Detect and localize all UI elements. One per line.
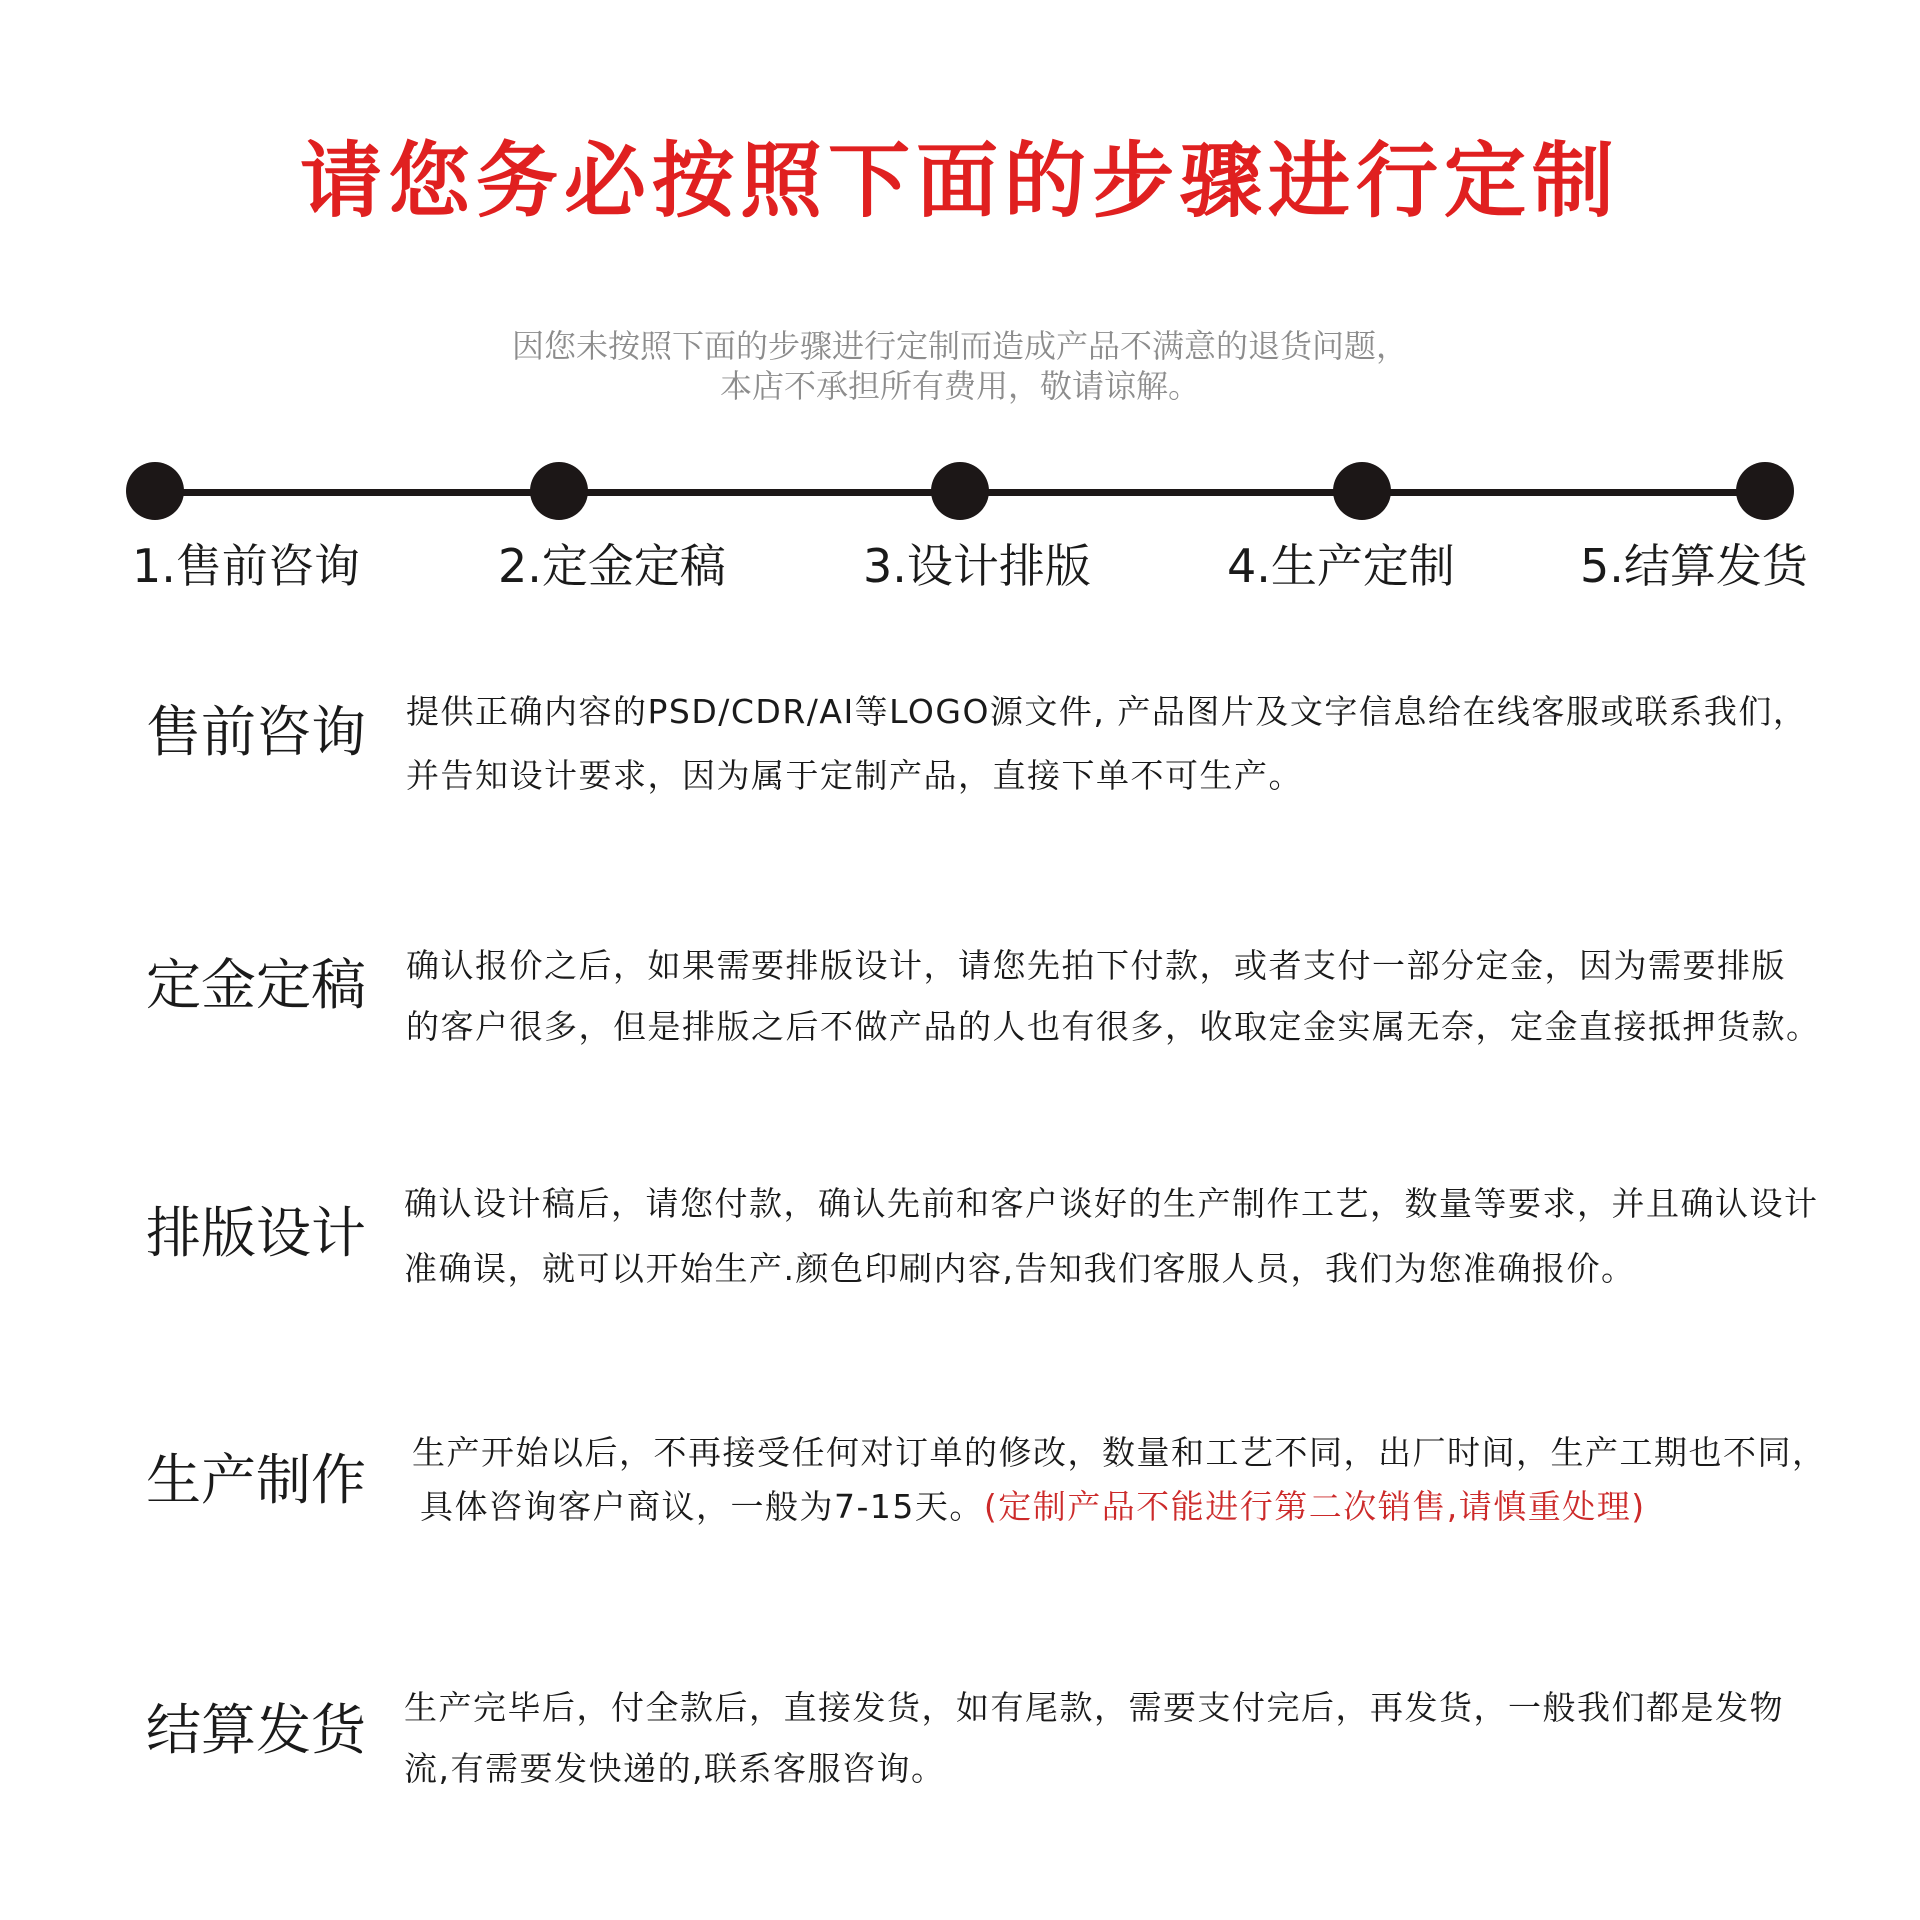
section-text-line: 确认设计稿后，请您付款，确认先前和客户谈好的生产制作工艺，数量等要求，并且确认设计	[404, 1184, 1819, 1223]
section-title: 定金定稿	[146, 953, 367, 1017]
warning-text: (定制产品不能进行第二次销售,请慎重处理)	[983, 1487, 1646, 1526]
timeline-dot-5	[1736, 462, 1794, 520]
timeline-dot-2	[530, 462, 588, 520]
section-text-line: 流,有需要发快递的,联系客服咨询。	[404, 1749, 946, 1788]
section-text-line	[420, 1487, 1646, 1527]
timeline-dot-4	[1333, 462, 1391, 520]
section-text-line: 确认报价之后，如果需要排版设计，请您先拍下付款，或者支付一部分定金，因为需要排版	[406, 946, 1786, 985]
step-label-4: 4.生产定制	[1227, 539, 1455, 593]
step-label-3: 3.设计排版	[863, 539, 1091, 593]
notice-line-1: 因您未按照下面的步骤进行定制而造成产品不满意的退货问题，	[511, 327, 1408, 365]
notice-line-2: 本店不承担所有费用，敬请谅解。	[719, 367, 1200, 405]
step-label-2: 2.定金定稿	[498, 539, 726, 593]
section-text-line: 的客户很多，但是排版之后不做产品的人也有很多，收取定金实属无奈，定金直接抵押货款。	[406, 1007, 1821, 1046]
step-label-5: 5.结算发货	[1580, 539, 1808, 593]
section-title: 结算发货	[146, 1698, 367, 1762]
timeline-dot-1	[126, 462, 184, 520]
section-title: 排版设计	[146, 1201, 367, 1265]
section-text-line: 生产完毕后，付全款后，直接发货，如有尾款，需要支付完后，再发货，一般我们都是发物	[404, 1688, 1784, 1727]
section-text-line: 提供正确内容的PSD/CDR/AI等LOGO源文件, 产品图片及文字信息给在线客服或联系我们，	[406, 692, 1808, 731]
section-title: 售前咨询	[146, 700, 367, 764]
section-title: 生产制作	[146, 1448, 367, 1512]
section-text-line: 生产开始以后，不再接受任何对订单的修改，数量和工艺不同，出厂时间，生产工期也不同，	[412, 1433, 1827, 1472]
section-text: 具体咨询客户商议，一般为7-15天。	[420, 1487, 984, 1526]
timeline-dot-3	[931, 462, 989, 520]
step-label-1: 1.售前咨询	[132, 539, 360, 593]
section-text-line: 准确误，就可以开始生产.颜色印刷内容,告知我们客服人员，我们为您准确报价。	[404, 1249, 1636, 1288]
section-text-line: 并告知设计要求，因为属于定制产品，直接下单不可生产。	[406, 756, 1303, 795]
page-title: 请您务必按照下面的步骤进行定制	[299, 134, 1620, 229]
